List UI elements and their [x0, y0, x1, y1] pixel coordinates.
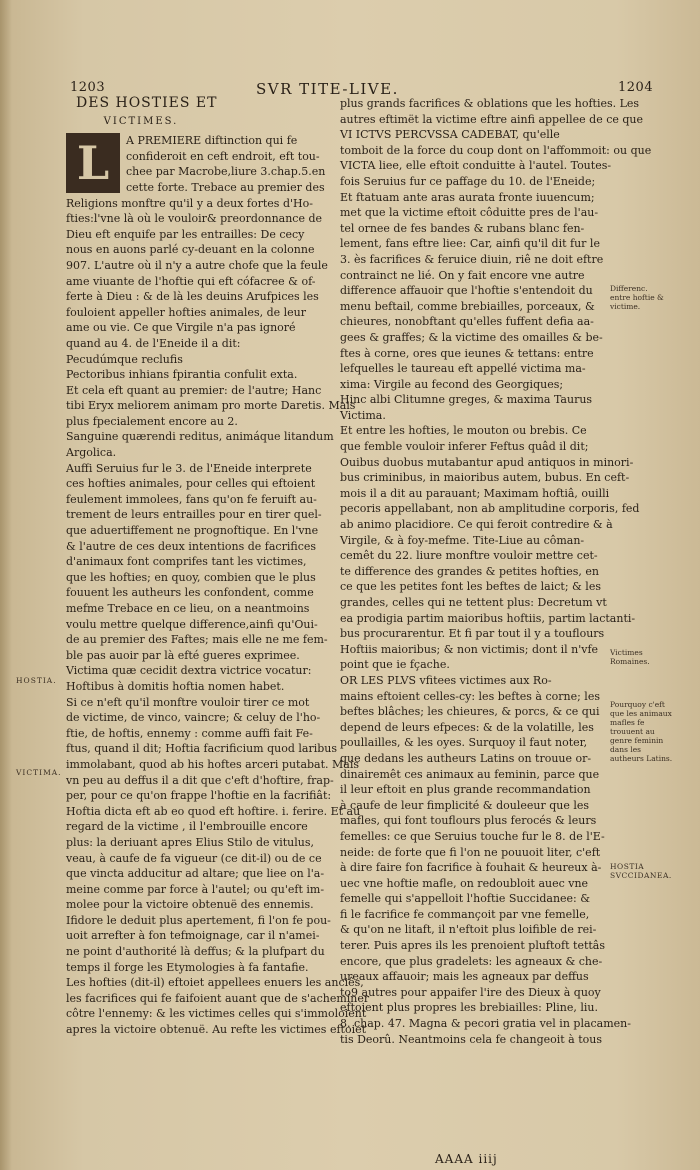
text-line: Sanguine quærendi reditus, animáque litandum: [66, 430, 334, 444]
text-line: Argolica.: [66, 446, 117, 460]
text-line: dinairemêt ces animaux au feminin, parce que: [340, 767, 600, 781]
page-number-left: 1203: [70, 80, 106, 95]
text-line: ab animo placidiore. Ce qui feroit contredire & à: [340, 518, 613, 532]
text-line: te difference des grandes & petites hofties, en: [340, 564, 599, 578]
text-line: veau, à caufe de fa vigueur (ce dit-il) ou de ce: [66, 851, 322, 865]
text-line: Dieu eft enquife par les entrailles: De cecy: [66, 227, 305, 241]
text-line: voulu mettre quelque difference,ainfi qu'Oui-: [66, 617, 318, 631]
text-line: ftes à corne, ores que ieunes & tettans: entre: [340, 346, 594, 360]
text-line: OR LES PLVS vfitees victimes aux Ro-: [340, 673, 552, 687]
text-line: Auffi Seruius fur le 3. de l'Eneide interprete: [66, 461, 312, 475]
text-line: tomboit de la force du coup dont on l'affommoit: ou que: [340, 143, 652, 157]
text-line: grandes, celles qui ne tettent plus: Decretum vt: [340, 596, 607, 609]
text-line: & l'autre de ces deux intentions de facrifices: [66, 539, 317, 553]
text-line: uoit arrefter à fon tefmoignage, car il n'amei-: [66, 929, 320, 943]
margin-note-victimes-romaines: Victimes Romaines.: [610, 648, 650, 666]
text-line: Hoftia dicta eft ab eo quod eft hoftire. i. ferire. Et au: [66, 804, 361, 818]
text-line: mains eftoient celles-cy: les beftes à corne; les: [340, 689, 600, 703]
text-line: tis Deorû. Neantmoins cela fe changeoit à tous: [340, 1032, 603, 1046]
section-title: DES HOSTIES ET: [76, 95, 218, 111]
text-line: poullailles, & les oyes. Surquoy il faut noter,: [340, 736, 588, 750]
text-line: cemêt du 22. liure monftre vouloir mettre cet-: [340, 549, 598, 563]
text-line: Pecudúmque reclufis: [66, 352, 183, 366]
text-line: que les hofties; en quoy, combien que le plus: [66, 570, 316, 584]
text-line: terer. Puis apres ils les prenoient pluftoft tettâs: [340, 939, 606, 953]
text-line: fois Seruius fur ce paffage du 10. de l'Eneide;: [340, 174, 596, 188]
text-line: per, pour ce qu'on frappe l'hoftie en la facrifiât:: [66, 789, 332, 803]
text-line: que aduertiffement ne prognoftique. En l'vne: [66, 524, 319, 538]
text-line: nous en auons parlé cy-deuant en la colonne: [66, 243, 315, 257]
text-line: tibi Eryx meliorem animam pro morte Daretis. Mais: [66, 399, 356, 413]
margin-note-pourquoy: Pourquoy c'eft que les animaux mafles fe trouuent au genre feminin dans les autheurs Latins.: [610, 700, 673, 763]
section-subtitle: VICTIMES.: [103, 115, 179, 127]
text-line: regard de la victime , il l'embrouille encore: [66, 820, 308, 834]
text-line: xima: Virgile au fecond des Georgiques;: [340, 377, 564, 391]
text-line: feulement immolees, fans qu'on fe feruift au-: [66, 492, 317, 506]
text-line: beftes blâches; les chieures, & porcs, & ce qui: [340, 705, 600, 719]
text-line: fties:l'vne là où le vouloir& preordonnance de: [66, 212, 323, 226]
text-line: VI ICTVS PERCVSSA CADEBAT, qu'elle: [340, 128, 560, 142]
text-line: Ouibus duobus mutabantur apud antiquos in minori-: [340, 455, 634, 469]
text-line: Ifidore le deduit plus apertement, fi l'on fe pou-: [66, 913, 331, 927]
text-line: il leur eftoit en plus grande recommandation: [340, 783, 591, 797]
text-line: ame viuante de l'hoftie qui eft cófacree & of-: [66, 274, 316, 288]
text-line: A PREMIERE diftinction qui fe: [126, 134, 298, 148]
text-line: trement de leurs entrailles pour en tirer quel-: [66, 508, 322, 522]
text-line: Pectoribus inhians fpirantia confulit exta.: [66, 368, 298, 382]
text-line: Hoftiis maioribus; & non victimis; dont il n'vfe: [340, 642, 599, 656]
text-line: tel ornee de fes bandes & rubans blanc fen-: [340, 221, 585, 235]
page-edge-shadow: [0, 0, 12, 1170]
text-line: neide: de forte que fi l'on ne pouuoit liter, c'eft: [340, 845, 601, 859]
text-line: gees & graffes; & la victime des omailles & be-: [340, 330, 603, 344]
text-line: ftie, de hoftis, ennemy : comme auffi fait Fe-: [66, 726, 313, 740]
text-line: ne point d'authorité là deffus; & la plufpart du: [66, 945, 325, 959]
text-line: encore, que plus gradelets: les agneaux & che-: [340, 954, 603, 968]
text-line: plus: la deriuant apres Elius Stilo de vitulus,: [66, 835, 314, 849]
text-line: fouuent les autheurs les confondent, comme: [66, 586, 314, 600]
text-line: cette forte. Trebace au premier des: [126, 180, 325, 194]
text-line: femelle qui s'appelloit l'hoftie Succidanee: &: [340, 892, 591, 906]
text-line: & qu'on ne litaft, il n'eftoit plus loifible de rei-: [340, 923, 597, 937]
text-line: ftus, quand il dit; Hoftia facrificium quod laribus: [66, 742, 338, 756]
text-line: ble pas auoir par là efté gueres exprimee.: [66, 648, 300, 662]
text-line: plus grands facrifices & oblations que les hofties. Les: [340, 97, 640, 110]
text-line: depend de leurs efpeces: & de la volatille, les: [340, 720, 594, 734]
text-line: molee pour la victoire obtenuë des ennemis.: [66, 898, 314, 912]
text-line: à caufe de leur fimplicité & douleeur que les: [340, 798, 590, 812]
opening-paragraph: [66, 133, 328, 195]
text-line: contrainct ne lié. On y fait encore vne autre: [340, 268, 585, 282]
text-line: à dire faire fon facrifice à fouhait & heureux à-: [340, 861, 602, 875]
text-line: plus fpecialement encore au 2.: [66, 414, 238, 428]
text-line: meine comme par force à l'autel; ou qu'eft im-: [66, 882, 325, 896]
text-line: point que ie fçache.: [340, 658, 450, 672]
text-line: côtre l'ennemy: & les victimes celles qui s'immoloient: [66, 1007, 367, 1021]
text-line: Virgile, & à foy-mefme. Tite-Liue au côman-: [340, 533, 585, 547]
text-line: Et entre les hofties, le mouton ou brebis. Ce: [340, 424, 587, 438]
text-line: les facrifices qui fe faifoient auant que de s'acheminer: [66, 991, 370, 1005]
left-column-text: [66, 196, 370, 1038]
page-number-right: 1204: [618, 80, 654, 95]
text-line: autres eftimët la victime eftre ainfi appellee de ce que: [340, 112, 644, 126]
text-line: Victima quæ cecidit dextra victrice vocatur:: [66, 664, 312, 678]
text-line: quand au 4. de l'Eneide il a dit:: [66, 336, 241, 350]
text-line: Les hofties (dit-il) eftoiet appellees enuers les anciês,: [66, 976, 364, 990]
intro-lines: [126, 133, 328, 195]
text-line: 8. chap. 47. Magna & pecori gratia vel in placamen-: [340, 1017, 631, 1031]
text-line: chee par Macrobe,liure 3.chap.5.en: [126, 165, 326, 179]
running-title: SVR TITE-LIVE.: [256, 80, 399, 98]
text-line: lefquelles le taureau eft appellé victima ma-: [340, 362, 586, 376]
text-line: mefme Trebace en ce lieu, on a neantmoins: [66, 602, 310, 615]
text-line: chieures, nonobftant qu'elles fuffent defia aa-: [340, 315, 594, 329]
text-line: Et cela eft quant au premier: de l'autre; Hanc: [66, 383, 322, 397]
text-line: fi le facrifice fe commançoit par vne femelle,: [340, 907, 590, 921]
text-line: menu beftail, comme brebiailles, porceaux, &: [340, 299, 595, 313]
text-line: Et ftatuam ante aras aurata fronte iuuencum;: [340, 190, 595, 204]
text-line: Hinc albi Clitumne greges, & maxima Taurus: [340, 393, 593, 407]
text-line: lement, fans eftre liee: Car, ainfi qu'il dit fur le: [340, 237, 600, 251]
margin-note-hostia-succidanea: HOSTIA SVCCIDANEA.: [610, 862, 672, 880]
margin-note-difference: Differenc. entre hoftie & victime.: [610, 284, 664, 311]
dropcap-letter: L: [66, 133, 120, 193]
text-line: bus procurarentur. Et fi par tout il y a touflours: [340, 627, 605, 641]
text-line: difference affauoir que l'hoftie s'entendoit du: [340, 284, 593, 298]
text-line: VICTA liee, elle eftoit conduitte à l'autel. Toutes-: [340, 159, 612, 173]
text-line: d'animaux font comprifes tant les victimes,: [66, 555, 307, 569]
catchword-signature: AAAA iiij: [435, 1152, 498, 1166]
text-line: temps il forge les Etymologies à fa fantafie.: [66, 960, 309, 974]
text-line: apres la victoire obtenuë. Au refte les victimes eftoiet: [66, 1023, 367, 1037]
text-line: 907. L'autre où il n'y a autre chofe que la feule: [66, 258, 328, 272]
text-line: to9 autres pour appaifer l'ire des Dieux à quoy: [340, 985, 601, 999]
text-line: Religions monftre qu'il y a deux fortes d'Ho-: [66, 196, 313, 210]
text-line: ferte à Dieu : & de là les deuins Arufpices les: [66, 290, 319, 304]
text-line: que femble vouloir inferer Feftus quâd il dit;: [340, 440, 589, 454]
text-line: femelles: ce que Seruius touche fur le 8. de l'E-: [340, 829, 605, 843]
text-line: Victima.: [340, 408, 386, 422]
text-line: mois il a dit au parauant; Maximam hoftiâ, ouilli: [340, 486, 610, 500]
text-line: que dedans les autheurs Latins on trouue or-: [340, 751, 592, 765]
text-line: confideroit en ceft endroit, eft tou-: [126, 149, 320, 163]
text-line: ureaux affauoir; mais les agneaux par deffus: [340, 970, 589, 984]
text-line: immolabant, quod ab his hoftes arceri putabat. Mais: [66, 757, 360, 771]
text-line: ame ou vie. Ce que Virgile n'a pas ignoré: [66, 321, 296, 335]
text-line: eftoient plus propres les brebiailles: Pline, liu.: [340, 1001, 598, 1015]
text-line: de victime, de vinco, vaincre; & celuy de l'ho-: [66, 711, 321, 725]
text-line: Hoftibus à domitis hoftia nomen habet.: [66, 679, 285, 693]
text-line: vn peu au deffus il a dit que c'eft d'hoftire, frap-: [66, 773, 334, 787]
text-line: bus criminibus, in maioribus autem, bubus. En ceft-: [340, 471, 630, 485]
margin-note-hostia: HOSTIA.: [16, 676, 57, 685]
text-line: uec vne hoftie mafle, on redoubloit auec vne: [340, 876, 589, 890]
text-line: ces hofties animales, pour celles qui eftoient: [66, 477, 316, 491]
margin-note-victima: VICTIMA.: [16, 768, 62, 777]
text-line: ea prodigia partim maioribus hoftiis, partim lactanti-: [340, 611, 636, 625]
text-line: de au premier des Faftes; mais elle ne me fem-: [66, 633, 328, 647]
text-line: mafles, qui font touflours plus ferocés & leurs: [340, 814, 597, 828]
text-line: que vincta adducitur ad altare; que liee on l'a-: [66, 867, 325, 881]
text-line: met que la victime eftoit côduitte pres de l'au-: [340, 206, 599, 220]
text-line: fouloient appeller hofties animales, de leur: [66, 305, 307, 319]
left-column: [66, 95, 370, 1038]
text-line: Si ce n'eft qu'il monftre vouloir tirer ce mot: [66, 695, 310, 709]
text-line: 3. ès facrifices & feruice diuin, riê ne doit eftre: [340, 252, 604, 266]
text-line: ce que les petites font les beftes de laict; & les: [340, 580, 601, 594]
text-line: pecoris appellabant, non ab amplitudine corporis, fed: [340, 502, 640, 516]
